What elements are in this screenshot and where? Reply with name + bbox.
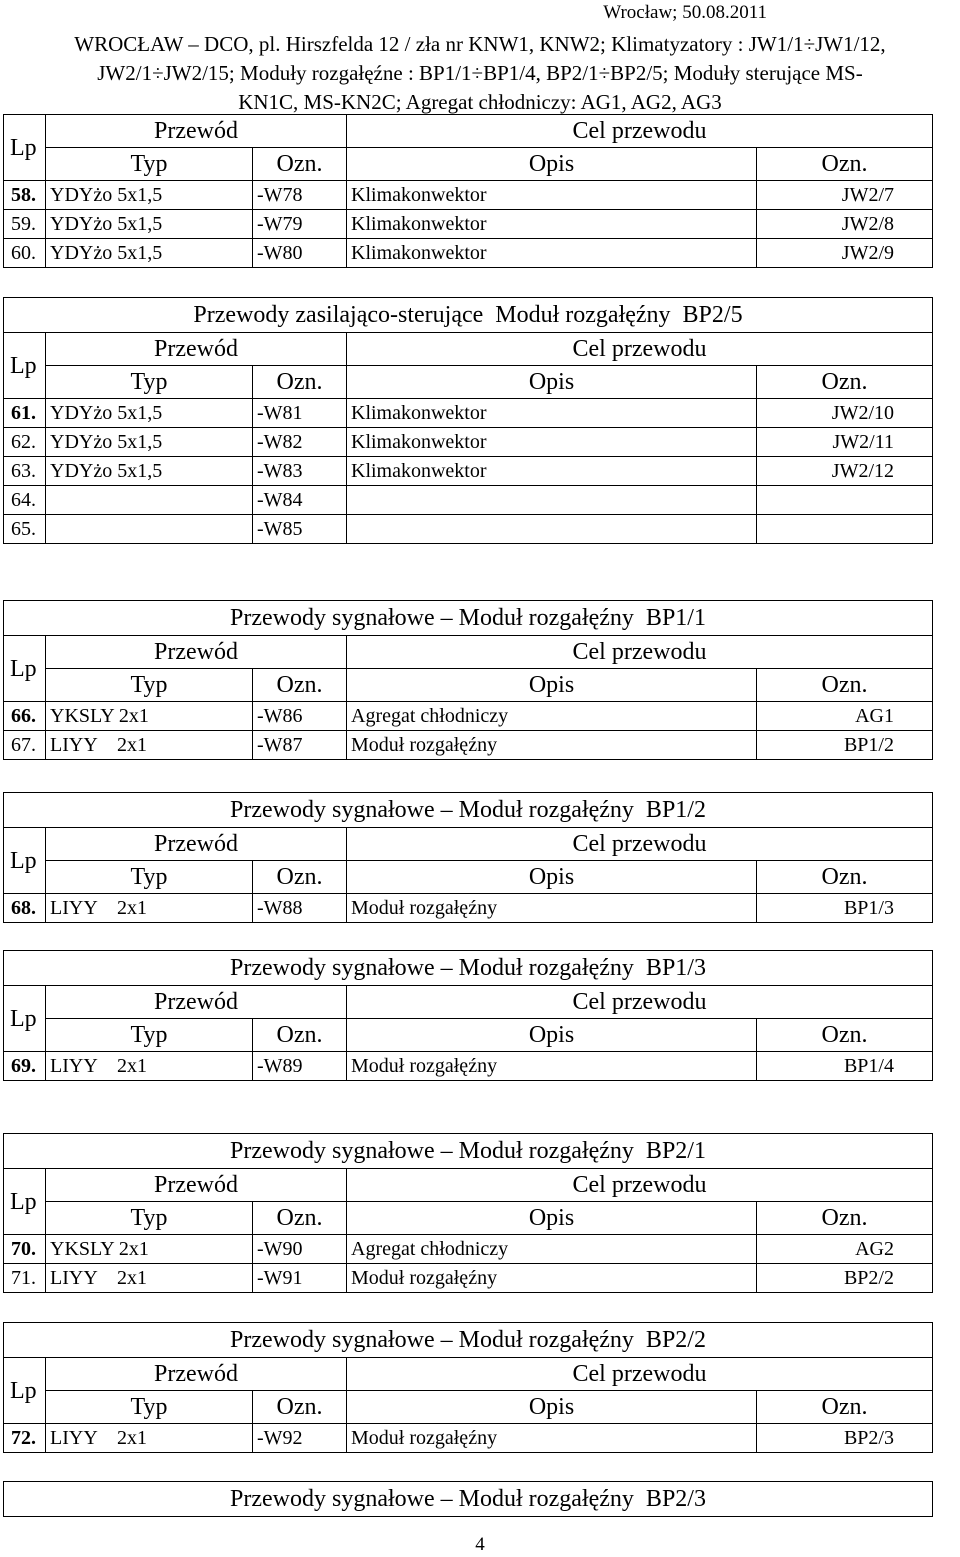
cell-lp: 69. <box>4 1052 46 1081</box>
cell-lp: 64. <box>4 486 46 515</box>
cell-lp: 72. <box>4 1424 46 1453</box>
col-header-cel: Cel przewodu <box>347 1358 933 1391</box>
cell-ozn: -W89 <box>253 1052 347 1081</box>
section-title: Przewody sygnałowe – Moduł rozgałęźny BP1/1 <box>4 601 933 636</box>
cell-cel: JW2/10 <box>757 399 933 428</box>
col-header-ozn: Ozn. <box>253 366 347 399</box>
table-row <box>4 181 933 210</box>
cell-opis: Agregat chłodniczy <box>347 702 757 731</box>
col-header-przewod: Przewód <box>46 1358 347 1391</box>
cell-lp: 70. <box>4 1235 46 1264</box>
cable-section <box>3 1322 933 1453</box>
cable-section <box>3 792 933 923</box>
header-row <box>4 115 933 148</box>
cell-ozn: -W85 <box>253 515 347 544</box>
col-header-lp: Lp <box>4 986 46 1052</box>
col-header-cel: Cel przewodu <box>347 986 933 1019</box>
col-header-ozn2: Ozn. <box>757 366 933 399</box>
col-header-przewod: Przewód <box>46 986 347 1019</box>
cell-lp: 67. <box>4 731 46 760</box>
cell-cel: JW2/11 <box>757 428 933 457</box>
col-header-ozn: Ozn. <box>253 148 347 181</box>
cell-opis <box>347 515 757 544</box>
cell-ozn: -W78 <box>253 181 347 210</box>
cell-typ: YDYżo 5x1,5 <box>46 210 253 239</box>
cell-ozn: -W90 <box>253 1235 347 1264</box>
subheader-row <box>4 148 933 181</box>
col-header-ozn2: Ozn. <box>757 148 933 181</box>
cell-lp: 61. <box>4 399 46 428</box>
cell-typ: YKSLY 2x1 <box>46 702 253 731</box>
subheader-row <box>4 1019 933 1052</box>
section-title: Przewody zasilająco-sterujące Moduł rozgałęźny BP2/5 <box>4 298 933 333</box>
cell-cel: JW2/8 <box>757 210 933 239</box>
page-number: 4 <box>475 1534 485 1555</box>
col-header-opis: Opis <box>347 861 757 894</box>
col-header-cel: Cel przewodu <box>347 636 933 669</box>
col-header-ozn: Ozn. <box>253 861 347 894</box>
header-line-3: KN1C, MS-KN2C; Agregat chłodniczy: AG1, AG2, AG3 <box>238 90 722 114</box>
cell-typ <box>46 486 253 515</box>
section-title: Przewody sygnałowe – Moduł rozgałęźny BP2/1 <box>4 1134 933 1169</box>
cell-typ: LIYY 2x1 <box>46 731 253 760</box>
col-header-typ: Typ <box>46 366 253 399</box>
cell-ozn: -W80 <box>253 239 347 268</box>
subheader-row <box>4 669 933 702</box>
subheader-row <box>4 861 933 894</box>
cell-ozn: -W87 <box>253 731 347 760</box>
section-title: Przewody sygnałowe – Moduł rozgałęźny BP2/2 <box>4 1323 933 1358</box>
header-line-1: WROCŁAW – DCO, pl. Hirszfelda 12 / zła nr KNW1, KNW2; Klimatyzatory : JW1/1÷JW1/12, <box>74 32 886 56</box>
cell-opis: Moduł rozgałęźny <box>347 1264 757 1293</box>
cell-opis: Moduł rozgałęźny <box>347 731 757 760</box>
cell-typ: YDYżo 5x1,5 <box>46 457 253 486</box>
cell-lp: 60. <box>4 239 46 268</box>
col-header-ozn2: Ozn. <box>757 1019 933 1052</box>
col-header-cel: Cel przewodu <box>347 1169 933 1202</box>
section-title-row <box>4 1323 933 1358</box>
header-row <box>4 986 933 1019</box>
cell-opis: Klimakonwektor <box>347 399 757 428</box>
table-row <box>4 428 933 457</box>
cell-opis: Moduł rozgałęźny <box>347 1424 757 1453</box>
header-row <box>4 1358 933 1391</box>
cell-opis: Moduł rozgałęźny <box>347 1052 757 1081</box>
table-row <box>4 399 933 428</box>
header-row <box>4 636 933 669</box>
cell-opis: Moduł rozgałęźny <box>347 894 757 923</box>
col-header-typ: Typ <box>46 669 253 702</box>
cable-section <box>3 1133 933 1293</box>
cell-typ: LIYY 2x1 <box>46 1052 253 1081</box>
cable-section <box>3 600 933 760</box>
cell-typ <box>46 515 253 544</box>
col-header-lp: Lp <box>4 636 46 702</box>
col-header-przewod: Przewód <box>46 828 347 861</box>
cell-cel: JW2/12 <box>757 457 933 486</box>
cell-ozn: -W88 <box>253 894 347 923</box>
col-header-ozn: Ozn. <box>253 1019 347 1052</box>
table-row <box>4 894 933 923</box>
cell-typ: LIYY 2x1 <box>46 1264 253 1293</box>
section-title-row <box>4 951 933 986</box>
col-header-cel: Cel przewodu <box>347 333 933 366</box>
cell-lp: 62. <box>4 428 46 457</box>
col-header-ozn2: Ozn. <box>757 861 933 894</box>
col-header-typ: Typ <box>46 148 253 181</box>
cable-section <box>3 297 933 544</box>
cable-table <box>3 950 933 1081</box>
cell-lp: 63. <box>4 457 46 486</box>
cell-lp: 68. <box>4 894 46 923</box>
cell-lp: 65. <box>4 515 46 544</box>
cell-opis: Klimakonwektor <box>347 181 757 210</box>
col-header-lp: Lp <box>4 828 46 894</box>
col-header-opis: Opis <box>347 1202 757 1235</box>
col-header-typ: Typ <box>46 861 253 894</box>
cell-cel <box>757 515 933 544</box>
col-header-lp: Lp <box>4 333 46 399</box>
table-row <box>4 1235 933 1264</box>
cell-cel: BP2/3 <box>757 1424 933 1453</box>
col-header-cel: Cel przewodu <box>347 115 933 148</box>
col-header-przewod: Przewód <box>46 1169 347 1202</box>
header-row <box>4 1169 933 1202</box>
col-header-lp: Lp <box>4 115 46 181</box>
cell-opis <box>347 486 757 515</box>
col-header-ozn2: Ozn. <box>757 1391 933 1424</box>
cell-ozn: -W83 <box>253 457 347 486</box>
section-title-row <box>4 1482 933 1517</box>
cell-typ: YDYżo 5x1,5 <box>46 239 253 268</box>
table-row <box>4 239 933 268</box>
cable-section <box>3 1481 933 1517</box>
section-title-row <box>4 1134 933 1169</box>
col-header-typ: Typ <box>46 1202 253 1235</box>
cable-table <box>3 297 933 544</box>
cell-lp: 66. <box>4 702 46 731</box>
col-header-przewod: Przewód <box>46 333 347 366</box>
table-row <box>4 486 933 515</box>
document-date: Wrocław; 50.08.2011 <box>603 2 767 23</box>
section-title-row <box>4 298 933 333</box>
cell-ozn: -W79 <box>253 210 347 239</box>
cell-ozn: -W82 <box>253 428 347 457</box>
subheader-row <box>4 1202 933 1235</box>
cell-cel: BP2/2 <box>757 1264 933 1293</box>
cell-ozn: -W84 <box>253 486 347 515</box>
col-header-przewod: Przewód <box>46 636 347 669</box>
subheader-row <box>4 366 933 399</box>
col-header-cel: Cel przewodu <box>347 828 933 861</box>
cell-ozn: -W91 <box>253 1264 347 1293</box>
col-header-typ: Typ <box>46 1391 253 1424</box>
col-header-ozn2: Ozn. <box>757 1202 933 1235</box>
table-row <box>4 210 933 239</box>
header-row <box>4 828 933 861</box>
cell-typ: YDYżo 5x1,5 <box>46 399 253 428</box>
cable-table <box>3 1133 933 1293</box>
col-header-opis: Opis <box>347 1019 757 1052</box>
cell-opis: Klimakonwektor <box>347 239 757 268</box>
col-header-opis: Opis <box>347 148 757 181</box>
col-header-lp: Lp <box>4 1358 46 1424</box>
cable-table <box>3 114 933 268</box>
cable-section <box>3 950 933 1081</box>
header-line-2: JW2/1÷JW2/15; Moduły rozgałęźne : BP1/1÷BP1/4, BP2/1÷BP2/5; Moduły sterujące MS- <box>97 61 863 85</box>
cell-cel: JW2/9 <box>757 239 933 268</box>
col-header-ozn2: Ozn. <box>757 669 933 702</box>
table-row <box>4 731 933 760</box>
cell-cel: AG2 <box>757 1235 933 1264</box>
cell-opis: Klimakonwektor <box>347 457 757 486</box>
col-header-przewod: Przewód <box>46 115 347 148</box>
cell-cel: BP1/3 <box>757 894 933 923</box>
section-title-row <box>4 601 933 636</box>
table-row <box>4 1424 933 1453</box>
cell-opis: Klimakonwektor <box>347 210 757 239</box>
cell-lp: 59. <box>4 210 46 239</box>
cell-lp: 58. <box>4 181 46 210</box>
cable-table <box>3 600 933 760</box>
cable-table <box>3 1481 933 1517</box>
cell-cel: BP1/2 <box>757 731 933 760</box>
table-row <box>4 702 933 731</box>
subheader-row <box>4 1391 933 1424</box>
col-header-opis: Opis <box>347 669 757 702</box>
cable-section <box>3 114 933 268</box>
col-header-lp: Lp <box>4 1169 46 1235</box>
cell-ozn: -W92 <box>253 1424 347 1453</box>
cell-ozn: -W86 <box>253 702 347 731</box>
cell-cel: AG1 <box>757 702 933 731</box>
cell-typ: LIYY 2x1 <box>46 1424 253 1453</box>
cable-table <box>3 792 933 923</box>
cell-cel: BP1/4 <box>757 1052 933 1081</box>
section-title: Przewody sygnałowe – Moduł rozgałęźny BP1/3 <box>4 951 933 986</box>
section-title-row <box>4 793 933 828</box>
header-row <box>4 333 933 366</box>
cell-typ: LIYY 2x1 <box>46 894 253 923</box>
col-header-opis: Opis <box>347 1391 757 1424</box>
section-title: Przewody sygnałowe – Moduł rozgałęźny BP2/3 <box>4 1482 933 1517</box>
cell-ozn: -W81 <box>253 399 347 428</box>
cell-lp: 71. <box>4 1264 46 1293</box>
cell-typ: YDYżo 5x1,5 <box>46 428 253 457</box>
col-header-ozn: Ozn. <box>253 1202 347 1235</box>
document-header <box>0 30 960 117</box>
col-header-ozn: Ozn. <box>253 669 347 702</box>
section-title: Przewody sygnałowe – Moduł rozgałęźny BP1/2 <box>4 793 933 828</box>
col-header-typ: Typ <box>46 1019 253 1052</box>
table-row <box>4 1052 933 1081</box>
col-header-opis: Opis <box>347 366 757 399</box>
table-row <box>4 457 933 486</box>
col-header-ozn: Ozn. <box>253 1391 347 1424</box>
cable-table <box>3 1322 933 1453</box>
cell-opis: Agregat chłodniczy <box>347 1235 757 1264</box>
cell-cel <box>757 486 933 515</box>
cell-typ: YKSLY 2x1 <box>46 1235 253 1264</box>
cell-typ: YDYżo 5x1,5 <box>46 181 253 210</box>
cell-opis: Klimakonwektor <box>347 428 757 457</box>
cell-cel: JW2/7 <box>757 181 933 210</box>
table-row <box>4 1264 933 1293</box>
table-row <box>4 515 933 544</box>
